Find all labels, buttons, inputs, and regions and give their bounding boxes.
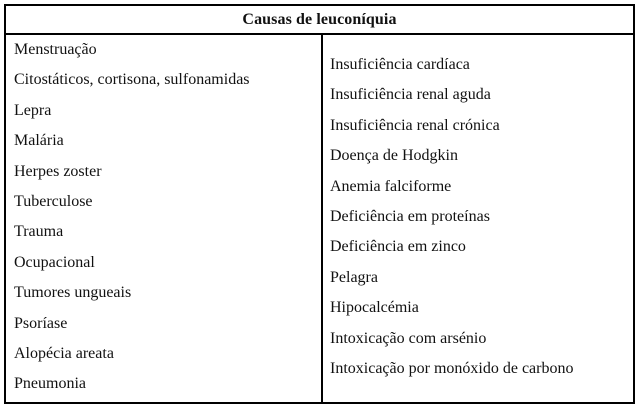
cause-item: Tumores ungueais [14,284,132,302]
cause-item: Insuficiência renal aguda [330,86,491,104]
cause-item: Trauma [14,223,64,241]
cause-item: Lepra [14,101,52,119]
cause-item: Deficiência em proteínas [330,208,490,226]
left-column [14,35,314,400]
table-title: Causas de leuconíquia [242,11,397,28]
cause-item: Insuficiência cardíaca [330,56,470,73]
cause-item: Tuberculose [14,193,93,211]
cause-item: Doença de Hodgkin [330,147,458,165]
cause-item: Intoxicação por monóxido de carbono [330,360,574,378]
cause-item: Herpes zoster [14,162,102,180]
cause-item: Pneumonia [14,375,86,393]
cause-item: Citostáticos, cortisona, sulfonamidas [14,71,250,89]
cause-item: Malária [14,132,64,150]
cause-item: Psoríase [14,314,68,332]
causes-table [4,4,635,404]
right-column [330,50,630,384]
cause-item: Alopécia areata [14,345,114,363]
cause-item: Deficiência em zinco [330,238,466,256]
cause-item: Insuficiência renal crónica [330,116,500,134]
cause-item: Ocupacional [14,253,95,271]
cause-item: Hipocalcémia [330,299,419,317]
cause-item: Intoxicação com arsénio [330,329,487,347]
cause-item: Menstruação [14,41,97,58]
column-divider [321,35,323,402]
cause-item: Pelagra [330,268,378,286]
cause-item: Anemia falciforme [330,177,452,195]
table-header [6,6,633,35]
